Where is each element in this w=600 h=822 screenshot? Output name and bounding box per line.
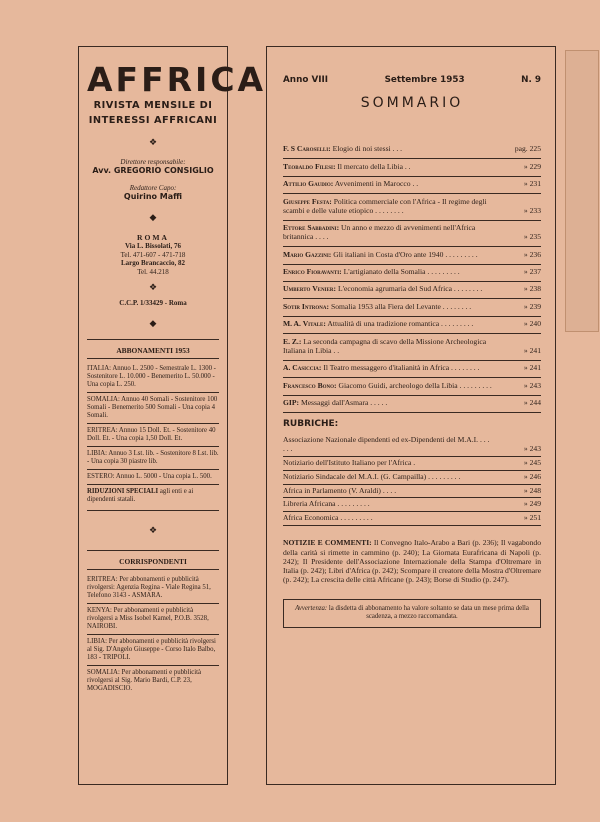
toc-title: Avvenimenti in Marocco . . [334, 179, 419, 189]
issue-year: Anno VIII [283, 75, 329, 85]
toc-author: Teobaldo Filesi: [283, 161, 336, 171]
toc-author: Mario Gazzini: [283, 249, 332, 259]
subscription-item: ITALIA: Annuo L. 2500 - Semestrale L. 1300 - Sostenitore L. 10.000 - Benemerito L. 50.000 - Una copia L. 250. [87, 364, 216, 388]
special-reductions-label: RIDUZIONI SPECIALI [87, 488, 159, 496]
rubrica-title: Africa Economica . . . . . . . . . [283, 513, 373, 523]
director-name: Avv. GREGORIO CONSIGLIO [92, 166, 214, 176]
editor-role: Redattore Capo: [129, 183, 177, 192]
toc-page: pag. 225 [514, 144, 541, 154]
toc-author: Umberto Venier: [283, 284, 337, 294]
rubriche-heading: RUBRICHE: [283, 419, 339, 430]
subscription-item: ERITREA: Annuo 15 Doll. Et. - Sostenitore 40 Doll. Et. - Una copia 1,50 Doll. Et. [87, 427, 216, 443]
rubrica-page: » 243 [523, 443, 541, 453]
toc-page: » 241 [523, 345, 541, 355]
toc-entry [283, 334, 541, 360]
correspondent-item: SOMALIA: Per abbonamenti e pubblicità rivolgersi al Sig. Mario Bardi, C.P. 23, MOGADISCIO. [87, 669, 202, 693]
toc-page: » 235 [523, 232, 541, 242]
news-and-comments [283, 538, 541, 584]
toc-page: » 241 [523, 363, 541, 373]
news-text: Il Convegno Italo-Arabo a Bari (p. 236); Il vagabondo della carità si rimette in cammino (p. 240); La Giornata Eurafricana di Napoli (p. 242); Il Presidente dell'Associazione Internazionale della Stampa d'Oltremare in Italia (p. 242); Libri d'Africa (p. 242); Scompare il creatore della Mostra d'Oltremare (p. 242); La crescita delle città Africane (p. 243); Borse di Studio (p. 247). [283, 538, 541, 585]
toc-author: Francesco Bono: [283, 380, 337, 390]
toc-page: » 233 [523, 205, 541, 215]
toc-author: Sotir Introna: [283, 301, 330, 311]
toc-page: » 238 [523, 284, 541, 294]
rubrica-title: Associazione Nazionale dipendenti ed ex-Dipendenti del M.A.I. . . . . . . [283, 434, 490, 453]
address-city: ROMA [136, 233, 170, 243]
toc-title: Giacomo Guidi, archeologo della Libia . . . . . . . . . [338, 380, 492, 390]
director-role: Direttore responsabile: [120, 157, 186, 166]
toc-entry-text [283, 145, 499, 154]
toc-author: Giuseppe Festa: [283, 196, 332, 206]
toc-entry-text [283, 399, 499, 408]
rubrica-entry [283, 471, 541, 485]
toc-title: La seconda campagna di scavo della Missione Archeologica Italiana in Libia . . [283, 336, 487, 355]
rubrica-title: Notiziario dell'Istituto Italiano per l'Africa . [283, 457, 416, 467]
toc-title: Un anno e mezzo di avvenimenti nell'Africa britannica . . . . [283, 223, 476, 242]
toc-entry-text [283, 285, 499, 294]
editor-name: Quirino Maffi [123, 192, 183, 202]
address-street-1: Via L. Bissolati, 76 [125, 242, 181, 251]
toc-entry-text [283, 382, 499, 391]
toc-title: Attualità di una tradizione romantica . . . . . . . . . [327, 319, 474, 329]
toc-title: Politica commerciale con l'Africa - Il regime degli scambi e delle valute etiopico . . . . . . . . [283, 196, 487, 215]
toc-entry [283, 142, 541, 159]
toc-title: L'economia agrumaria del Sud Africa . . . . . . . . [337, 284, 483, 294]
ornament-icon: ◆ [149, 317, 157, 328]
toc-entry [283, 396, 541, 413]
rubrica-entry [283, 457, 541, 471]
correspondent-item: LIBIA: Per abbonamenti e pubblicità rivolgersi al Sig. D'Angelo Giuseppe - Corso Italo Balbo, 183 - TRIPOLI. [87, 638, 216, 662]
toc-entry [283, 282, 541, 299]
ornament-icon: ◆ [149, 212, 157, 223]
issue-month: Settembre 1953 [384, 75, 465, 85]
toc-entry [283, 378, 541, 395]
rubrica-page: » 249 [523, 499, 541, 509]
subscription-item: LIBIA: Annuo 3 Lst. lib. - Sostenitore 8 Lst. lib. - Una copia 30 piastre lib. [87, 450, 219, 466]
toc-title: Messaggi dall'Asmara . . . . . [300, 398, 388, 408]
rubrica-page: » 246 [523, 471, 541, 481]
magazine-title: AFFRICA [87, 60, 267, 99]
subscription-item: ESTERO: Annuo L. 5000 - Una copia L. 500. [87, 473, 212, 481]
correspondent-item: ERITREA: Per abbonamenti e pubblicità rivolgersi: Agenzia Regina - Viale Regina 51, Telefono 3143 - ASMARA. [87, 576, 211, 600]
sommario-heading: SOMMARIO [360, 95, 464, 112]
toc-author: A. Casiccia: [283, 363, 322, 373]
toc-entry [283, 247, 541, 264]
address-street-2: Largo Brancaccio, 82 [121, 259, 185, 268]
toc-author: E. Z.: [283, 336, 302, 346]
toc-page: » 236 [523, 249, 541, 259]
toc-entry [283, 221, 541, 247]
toc-page: » 237 [523, 267, 541, 277]
toc-entry [283, 159, 541, 176]
toc-page: » 231 [523, 179, 541, 189]
toc-title: Gli italiani in Costa d'Oro ante 1940 . . . . . . . . . [333, 249, 478, 259]
address-tel-2: Tel. 44.218 [137, 267, 169, 276]
special-reductions [87, 488, 219, 504]
table-of-contents [283, 142, 541, 413]
rubrica-entry [283, 498, 541, 512]
rubrica-entry [283, 434, 541, 457]
magazine-subtitle-2: INTERESSI AFFRICANI [88, 115, 218, 127]
toc-author: M. A. Vitale: [283, 319, 326, 329]
magazine-subtitle-1: RIVISTA MENSILE DI [93, 100, 213, 111]
toc-entry-text [283, 198, 499, 216]
rubrica-title: Africa in Parlamento (V. Araldi) . . . . [283, 485, 397, 495]
ornament-icon: ❖ [148, 136, 158, 147]
issue-line [283, 75, 541, 85]
toc-entry [283, 299, 541, 316]
toc-entry [283, 317, 541, 334]
rubrica-title: Notiziario Sindacale del M.A.I. (G. Campailla) . . . . . . . . . [283, 471, 461, 481]
issue-number: N. 9 [521, 75, 541, 85]
toc-entry-text [283, 338, 499, 356]
toc-author: F. S Caroselli: [283, 144, 331, 154]
correspondent-item: KENYA: Per abbonamenti e pubblicità rivolgersi a Miss Isobel Kamel, P.O.B. 3528, NAIROBI. [87, 607, 209, 631]
rubrica-page: » 248 [523, 485, 541, 495]
toc-entry [283, 194, 541, 220]
toc-entry-text [283, 268, 499, 277]
toc-entry-text [283, 251, 499, 260]
toc-author: Attilio Gaudio: [283, 179, 334, 189]
toc-page: » 244 [523, 398, 541, 408]
toc-title: L'artigianato della Somalia . . . . . . . . . [343, 267, 460, 277]
postal-account: C.C.P. 1/33429 - Roma [119, 299, 187, 308]
toc-entry-text [283, 320, 499, 329]
toc-author: Enrico Fioravanti: [283, 267, 342, 277]
rubriche-list [283, 434, 541, 527]
toc-author: GIP: [283, 398, 300, 408]
subscription-item: SOMALIA: Annuo 40 Somali - Sostenitore 100 Somali - Benemerito 500 Somali - Una copia 4 Somali. [87, 395, 218, 419]
address-tel-1: Tel. 471-607 - 471-718 [120, 250, 186, 259]
toc-page: » 243 [523, 380, 541, 390]
toc-page: » 239 [523, 301, 541, 311]
toc-entry-text [283, 163, 499, 172]
special-reductions-text: agli enti e ai dipendenti statali. [87, 488, 194, 504]
toc-entry-text [283, 180, 499, 189]
toc-entry-text [283, 303, 499, 312]
subscriptions-heading: ABBONAMENTI 1953 [116, 345, 190, 355]
ornament-icon: ❖ [148, 282, 158, 293]
rubrica-page: » 251 [523, 513, 541, 523]
rubrica-entry [283, 512, 541, 526]
correspondents-heading: CORRISPONDENTI [119, 557, 187, 567]
toc-title: Somalia 1953 alla Fiera del Levante . . . . . . . . [330, 301, 472, 311]
notice-label: Avvertenza: [295, 604, 328, 612]
toc-entry [283, 265, 541, 282]
rubrica-entry [283, 485, 541, 499]
masthead-column [78, 46, 267, 785]
notice-text: la disdetta di abbonamento ha valore soltanto se data un mese prima della scadenza, a mezzo raccomandata. [328, 604, 529, 621]
side-label-strip [565, 50, 599, 332]
toc-page: » 229 [523, 161, 541, 171]
toc-title: Il Teatro messaggero d'italianità in Africa . . . . . . . . [323, 363, 480, 373]
toc-entry-text [283, 224, 499, 242]
news-lead: NOTIZIE E COMMENTI: [283, 538, 372, 548]
rubrica-page: » 245 [523, 457, 541, 467]
ornament-icon: ❖ [148, 525, 158, 536]
toc-title: Il mercato della Libia . . [337, 161, 411, 171]
rubrica-title: Libreria Africana . . . . . . . . . [283, 499, 370, 509]
toc-entry [283, 361, 541, 378]
notice-box [283, 599, 541, 629]
contents-column [266, 46, 556, 785]
toc-entry [283, 177, 541, 194]
toc-entry-text [283, 364, 499, 373]
toc-page: » 240 [523, 319, 541, 329]
toc-author: Ettore Sabbadini: [283, 223, 340, 233]
toc-title: Elogio di noi stessi . . . [332, 144, 403, 154]
